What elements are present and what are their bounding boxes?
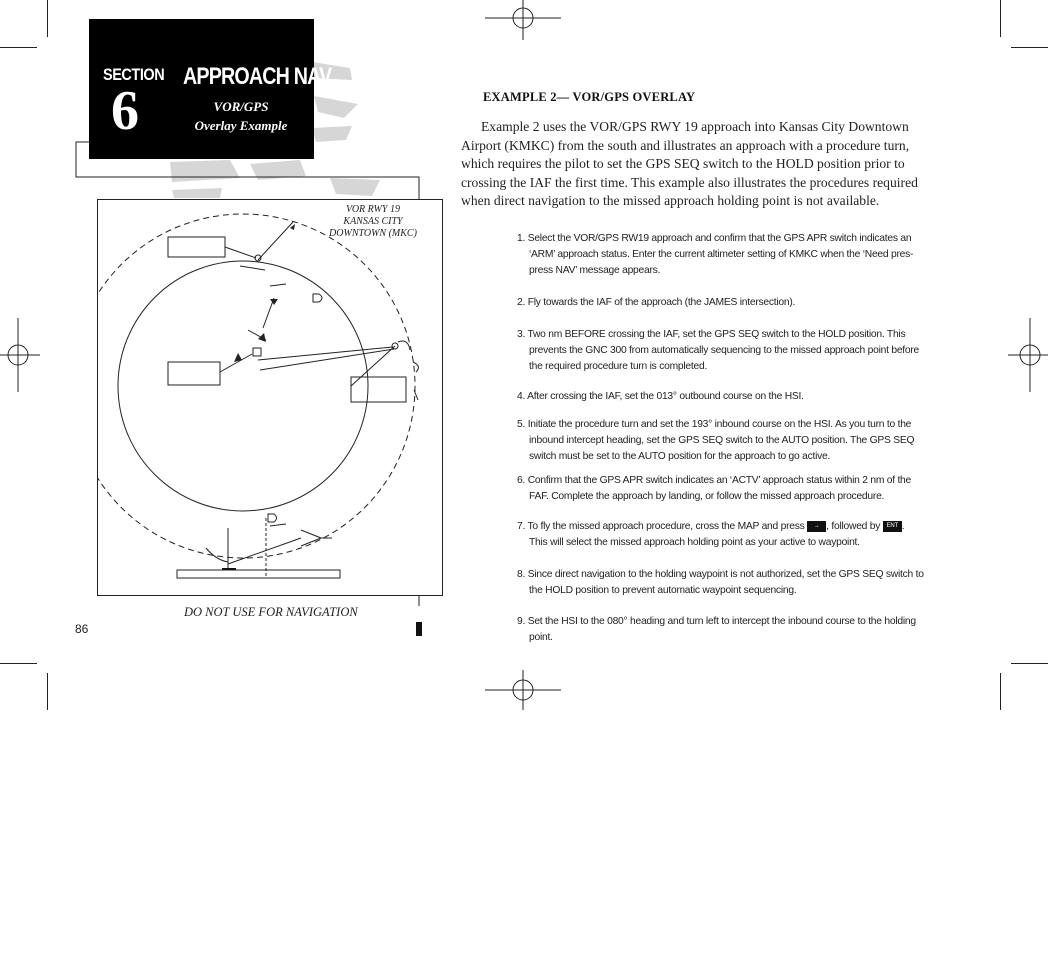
step-4: 4. After crossing the IAF, set the 013° outbound course on the HSI.	[517, 391, 804, 402]
section-title: APPROACH NAV	[183, 63, 332, 90]
approach-diagram	[97, 199, 443, 596]
example-heading: EXAMPLE 2— VOR/GPS OVERLAY	[483, 90, 696, 104]
diagram-label-line3: DOWNTOWN (MKC)	[329, 228, 417, 239]
section-subtitle-1: VOR/GPS	[213, 99, 269, 114]
step-9: 9. Set the HSI to the 080° heading and turn left to intercept the inbound course to the holding point.	[517, 616, 916, 644]
page-number: 86	[75, 622, 89, 636]
diagram-label-line2: KANSAS CITY	[343, 216, 403, 227]
step-8: 8. Since direct navigation to the holding waypoint is not authorized, set the GPS SEQ switch to the HOLD position to prevent automatic waypoint sequencing.	[517, 569, 924, 597]
navigation-disclaimer: DO NOT USE FOR NAVIGATION	[184, 605, 358, 619]
section-header	[89, 19, 332, 159]
step-6: 6. Confirm that the GPS APR switch indicates an ‘ACTV’ approach status within 2 nm of the FAF. Complete the approach by landing, or follow the missed approach procedure.	[517, 475, 912, 503]
step-1: 1. Select the VOR/GPS RW19 approach and confirm that the GPS APR switch indicates an ‘ARM’ approach status. Enter the current altimeter setting of KMKC when the ‘Need pres-press NAV’ message appears.	[517, 233, 914, 277]
diagram-label-line1: VOR RWY 19	[346, 204, 400, 215]
step-7	[517, 519, 925, 551]
step-3: 3. Two nm BEFORE crossing the IAF, set the GPS SEQ switch to the HOLD position. This prevents the GNC 300 from automatically sequencing to the missed approach point before the required procedure turn is completed.	[517, 329, 920, 373]
example-intro: Example 2 uses the VOR/GPS RWY 19 approach into Kansas City Downtown Airport (KMKC) from the south and illustrates an approach with a procedure turn, which requires the pilot to set the GPS SEQ switch to the HOLD position prior to crossing the IAF the first time. This example also illustrates the procedures required when direct navigation to the missed approach holding point is not available.	[461, 119, 918, 209]
step-2: 2. Fly towards the IAF of the approach (the JAMES intersection).	[517, 297, 796, 308]
direct-to-key-icon: →	[807, 521, 826, 532]
section-word: SECTION	[103, 65, 165, 84]
step-7-text-before: 7. To fly the missed approach procedure, cross the MAP and press	[517, 521, 808, 532]
step-5: 5. Initiate the procedure turn and set the 193° inbound course on the HSI. As you turn to the inbound intercept heading, set the GPS SEQ switch to the AUTO position. The GPS SEQ switch must be set to the AUTO position for the approach to go active.	[517, 419, 915, 463]
step-7-text-after: . This will select the missed approach holding point as your active to waypoint.	[529, 521, 905, 549]
step-7-text-middle: , followed by	[826, 521, 883, 532]
section-number: 6	[111, 80, 139, 142]
section-subtitle-2: Overlay Example	[194, 118, 288, 133]
approach-profile-view	[176, 508, 346, 580]
enter-key-icon: ENT	[883, 521, 902, 532]
